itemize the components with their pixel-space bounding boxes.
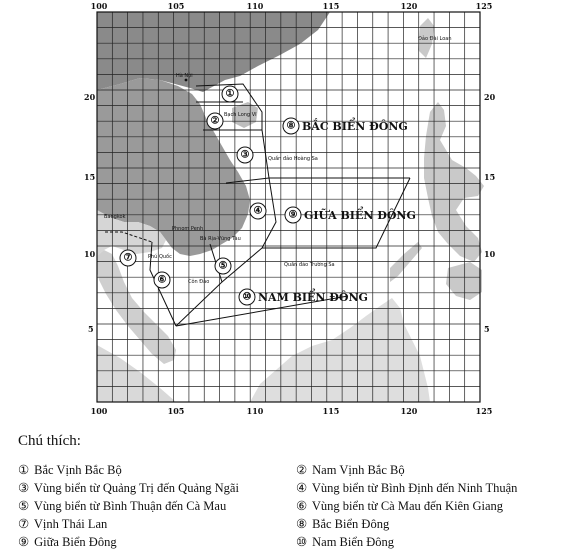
legend-item-text: Nam Vịnh Bắc Bộ bbox=[312, 463, 405, 477]
lon-tick-top: 110 bbox=[246, 1, 264, 11]
legend-item bbox=[296, 480, 517, 496]
legend-item-text: Bắc Biển Đông bbox=[312, 517, 390, 531]
boundary-zone-5-6 bbox=[176, 244, 222, 326]
lat-tick-left: 5 bbox=[88, 324, 94, 334]
lat-tick-right: 15 bbox=[484, 172, 496, 182]
land-china bbox=[97, 12, 330, 92]
zone-5-marker bbox=[215, 258, 231, 274]
legend-item-number: ① bbox=[18, 463, 30, 477]
lon-tick-top: 105 bbox=[167, 1, 185, 11]
legend-item bbox=[18, 516, 107, 532]
legend-item-number: ⑥ bbox=[296, 499, 308, 513]
legend-item bbox=[296, 516, 389, 532]
lat-tick-left: 20 bbox=[84, 92, 96, 102]
zone-10-label: NAM BIỂN ĐÔNG bbox=[258, 291, 368, 304]
svg-text:①: ① bbox=[225, 88, 235, 100]
legend-item bbox=[18, 462, 122, 478]
legend-item-text: Vùng biển từ Cà Mau đến Kiên Giang bbox=[311, 499, 504, 513]
legend-item-text: Vùng biển từ Bình Thuận đến Cà Mau bbox=[33, 499, 227, 513]
lat-tick-left: 10 bbox=[84, 249, 96, 259]
land-malay-peninsula bbox=[97, 250, 176, 364]
lat-tick-right: 20 bbox=[484, 92, 496, 102]
legend-item-text: Bắc Vịnh Bắc Bộ bbox=[34, 463, 122, 477]
legend-item bbox=[296, 462, 405, 478]
lon-tick-bottom: 125 bbox=[475, 406, 493, 416]
place-phnom-penh: Phnom Penh bbox=[172, 226, 204, 232]
zone-2-marker bbox=[207, 113, 223, 129]
legend-item-number: ⑧ bbox=[296, 517, 308, 531]
zone-8-label: BẮC BIỂN ĐÔNG bbox=[302, 120, 408, 133]
legend-item-number: ④ bbox=[296, 481, 308, 495]
legend-item-number: ⑨ bbox=[18, 535, 30, 549]
svg-text:④: ④ bbox=[253, 205, 263, 217]
lat-ticks-right bbox=[484, 92, 496, 334]
svg-text:⑧: ⑧ bbox=[286, 120, 296, 132]
svg-text:②: ② bbox=[210, 115, 220, 127]
land-palawan bbox=[390, 242, 422, 282]
lon-tick-bottom: 120 bbox=[400, 406, 418, 416]
legend-item bbox=[18, 498, 226, 514]
lon-tick-top: 120 bbox=[400, 1, 418, 11]
lon-tick-top: 100 bbox=[90, 1, 108, 11]
zone-6-marker bbox=[154, 272, 170, 288]
lon-ticks-bottom bbox=[91, 406, 493, 416]
place-ha-noi: Hà Nội bbox=[176, 73, 193, 79]
lon-tick-bottom: 110 bbox=[246, 406, 264, 416]
legend-item-number: ⑦ bbox=[18, 517, 30, 531]
lat-tick-right: 5 bbox=[484, 324, 490, 334]
lat-tick-left: 15 bbox=[84, 172, 96, 182]
lon-tick-bottom: 115 bbox=[322, 406, 340, 416]
place-con-dao: Côn Đảo bbox=[188, 279, 210, 285]
legend-item-number: ② bbox=[296, 463, 308, 477]
lon-tick-bottom: 100 bbox=[90, 406, 108, 416]
svg-text:⑦: ⑦ bbox=[123, 252, 133, 264]
legend-item-number: ⑩ bbox=[296, 535, 308, 549]
zone-10-marker bbox=[239, 288, 368, 305]
zone-9-label: GIỮA BIỂN ĐÔNG bbox=[304, 209, 416, 222]
place-ba-ria-vung-tau: Bà Rịa-Vũng Tàu bbox=[200, 236, 241, 242]
zone-4-marker bbox=[250, 203, 266, 219]
place-bach-long-vi: Bạch Long Vĩ bbox=[224, 112, 257, 118]
zone-3-marker bbox=[237, 147, 253, 163]
legend-item bbox=[296, 498, 503, 514]
land-philippines bbox=[424, 102, 484, 262]
legend-item-text: Nam Biển Đông bbox=[312, 535, 395, 549]
lon-tick-top: 115 bbox=[322, 1, 340, 11]
lon-tick-bottom: 105 bbox=[167, 406, 185, 416]
svg-text:⑩: ⑩ bbox=[242, 291, 252, 303]
legend-item-text: Giữa Biển Đông bbox=[34, 535, 117, 549]
legend-title: Chú thích: bbox=[18, 433, 81, 449]
legend-item-text: Vùng biển từ Bình Định đến Ninh Thuận bbox=[311, 481, 518, 495]
legend-item bbox=[296, 534, 394, 550]
svg-text:③: ③ bbox=[240, 149, 250, 161]
svg-text:⑥: ⑥ bbox=[157, 274, 167, 286]
svg-text:⑤: ⑤ bbox=[218, 260, 228, 272]
zone-9-marker bbox=[285, 206, 416, 223]
legend-item-number: ⑤ bbox=[18, 499, 30, 513]
zone-8-marker bbox=[283, 117, 408, 134]
place-phu-quoc: Phú Quốc bbox=[148, 254, 172, 260]
legend-item-text: Vịnh Thái Lan bbox=[33, 517, 108, 531]
land-mindanao bbox=[446, 262, 482, 300]
svg-text:⑨: ⑨ bbox=[288, 209, 298, 221]
legend-item-number: ③ bbox=[18, 481, 30, 495]
place-bangkok: Bangkok bbox=[104, 214, 126, 220]
ha-noi-marker bbox=[185, 79, 188, 82]
lon-tick-top: 125 bbox=[475, 1, 493, 11]
lat-tick-right: 10 bbox=[484, 249, 496, 259]
legend-item bbox=[18, 534, 117, 550]
lat-ticks-left bbox=[84, 92, 96, 334]
place-quan-dao-hoang-sa: Quần đảo Hoàng Sa bbox=[268, 156, 318, 162]
legend-item-text: Vùng biển từ Quảng Trị đến Quảng Ngãi bbox=[33, 481, 239, 495]
zone-7-marker bbox=[120, 250, 136, 266]
place-dao-dai-loan: Đảo Đài Loan bbox=[418, 36, 452, 42]
lon-ticks-top bbox=[91, 1, 493, 11]
place-quan-dao-truong-sa: Quần đảo Trường Sa bbox=[284, 262, 335, 268]
zone-1-marker bbox=[222, 86, 238, 102]
legend-item bbox=[18, 480, 239, 496]
